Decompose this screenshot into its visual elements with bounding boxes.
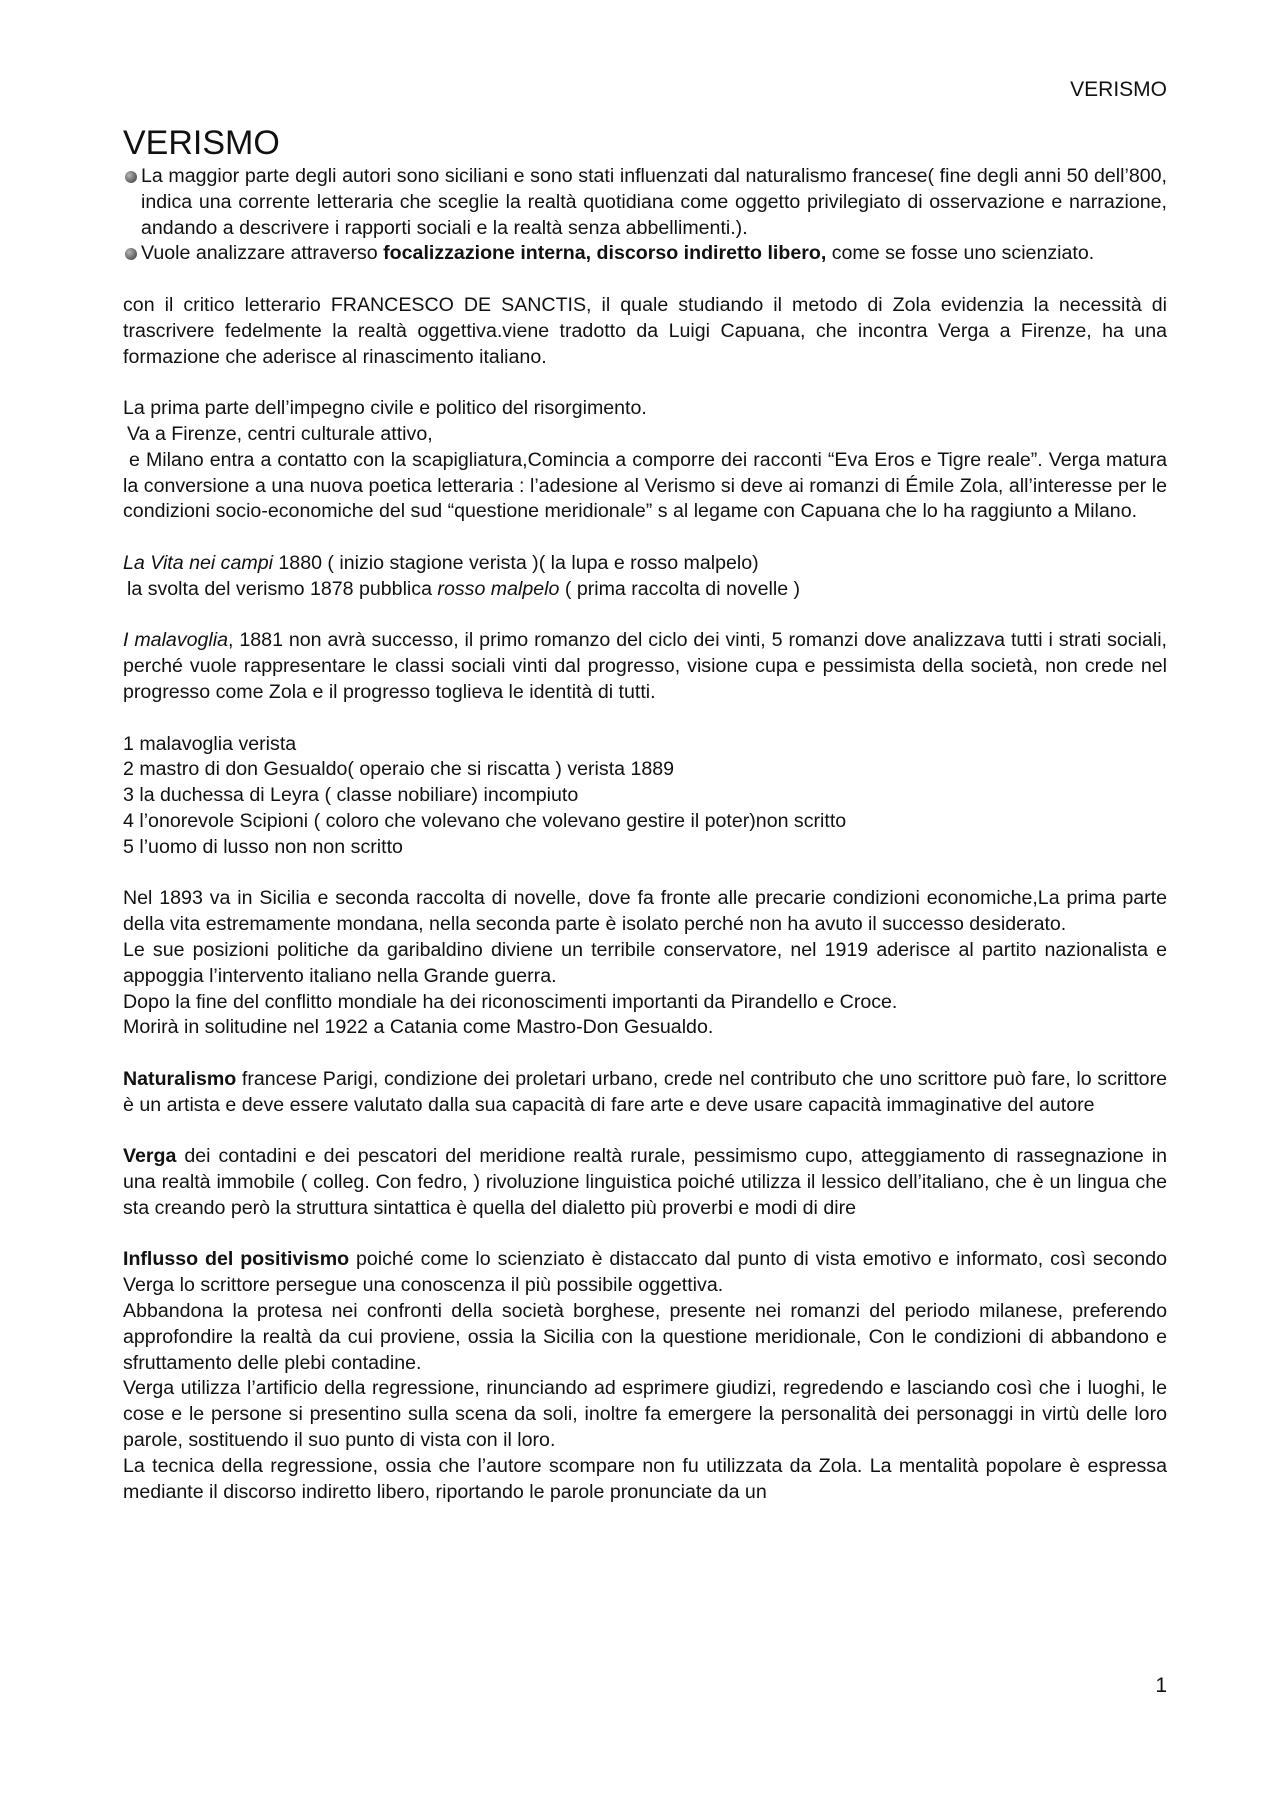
- document-body: [123, 124, 1167, 1505]
- paragraph-vita-nei-campi: La Vita nei campi 1880 ( inizio stagione verista )( la lupa e rosso malpelo): [123, 551, 759, 574]
- paragraph-naturalismo: Naturalismo francese Parigi, condizione dei proletari urbano, crede nel contributo che uno scrittore può fare, lo scrittore è un artista e deve essere valutato dalla sua capacità di fare arte e deve usare capacità immaginative del autore: [123, 1067, 1167, 1116]
- bullet-item: [123, 164, 1167, 241]
- page-title: VERISMO: [123, 124, 280, 162]
- page-number: 1: [1155, 1674, 1167, 1697]
- bullet-item: [123, 241, 1167, 267]
- paragraph-risorgimento: La prima parte dell’impegno civile e politico del risorgimento.: [123, 397, 647, 420]
- paragraph-verga: Verga dei contadini e dei pescatori del meridione realtà rurale, pessimismo cupo, atteggiamento di rassegnazione in una realtà immobile ( colleg. Con fedro, ) rivoluzione linguistica poiché utilizza il lessico dell’italiano, che è un lingua che sta creando però la struttura sintattica è quella del dialetto più proverbi e modi di dire: [123, 1145, 1167, 1219]
- paragraph-regressione: Verga utilizza l’artificio della regressione, rinunciando ad esprimere giudizi, regredendo e lasciando così che i luoghi, le cose e le persone si presentino sulla scena da soli, inoltre fa emergere la personalità dei personaggi in virtù delle loro parole, sostituendo il suo punto di vista con il loro.: [123, 1377, 1167, 1452]
- paragraph-politica: Le sue posizioni politiche da garibaldino diviene un terribile conservatore, nel 1919 aderisce al partito nazionalista e appoggia l’intervento italiano nella Grande guerra.: [123, 938, 1167, 987]
- paragraph-sicilia: Nel 1893 va in Sicilia e seconda raccolta di novelle, dove fa fronte alle precarie condizioni economiche,La prima parte della vita estremamente mondana, nella seconda parte è isolato perché non ha avuto il successo desiderato.: [123, 887, 1167, 936]
- bullet-text: La maggior parte degli autori sono siciliani e sono stati influenzati dal naturalismo francese( fine degli anni 50 dell’800, indica una corrente letteraria che sceglie la realtà quotidiana come oggetto privilegiato di osservazione e narrazione, andando a descrivere i rapporti sociali e la realtà senza abbellimenti.).: [141, 165, 1167, 239]
- paragraph-protesta: Abbandona la protesa nei confronti della società borghese, presente nei romanzi del periodo milanese, preferendo approfondire la realtà da cui proviene, ossia la Sicilia con la questione meridionale, Con le condizioni di abbandono e sfruttamento delle plebi contadine.: [123, 1300, 1167, 1374]
- paragraph-positivismo: Influsso del positivismo poiché come lo scienziato è distaccato dal punto di vista emotivo e informato, così secondo Verga lo scrittore persegue una conoscenza il più possibile oggettiva.: [123, 1248, 1167, 1297]
- paragraph-rosso-malpelo: la svolta del verismo 1878 pubblica rosso malpelo ( prima raccolta di novelle ): [127, 577, 801, 600]
- list-item: 1 malavoglia verista: [123, 732, 297, 755]
- bullet-text-pre: Vuole analizzare attraverso: [141, 242, 384, 265]
- running-header: VERISMO: [1070, 78, 1167, 101]
- paragraph-tecnica: La tecnica della regressione, ossia che l’autore scompare non fu utilizzata da Zola. La mentalità popolare è espressa mediante il discorso indiretto libero, riportando le parole pronunciate da un: [123, 1454, 1167, 1503]
- bullet-dot-icon: [125, 171, 137, 183]
- paragraph-de-sanctis: con il critico letterario FRANCESCO DE SANCTIS, il quale studiando il metodo di Zola evidenzia la necessità di trascrivere fedelmente la realtà oggettiva.viene tradotto da Luigi Capuana, che incontra Verga a Firenze, ha una formazione che aderisce al rinascimento italiano.: [123, 293, 1167, 368]
- bullet-dot-icon: [125, 248, 137, 260]
- list-item: 3 la duchessa di Leyra ( classe nobiliare) incompiuto: [123, 784, 579, 807]
- paragraph-firenze: Va a Firenze, centri culturale attivo,: [127, 422, 433, 445]
- list-item: 4 l’onorevole Scipioni ( coloro che volevano che volevano gestire il poter)non scritto: [123, 809, 847, 832]
- bullet-text-post: come se fosse uno scienziato.: [826, 242, 1095, 265]
- bullet-list: [123, 164, 1167, 267]
- paragraph-riconoscimenti: Dopo la fine del conflitto mondiale ha dei riconoscimenti importanti da Pirandello e Croce.: [123, 990, 898, 1013]
- paragraph-milano: e Milano entra a contatto con la scapigliatura,Comincia a comporre dei racconti “Eva Eros e Tigre reale”. Verga matura la conversione a una nuova poetica letteraria : l’adesione al Verismo si deve ai romanzi di Émile Zola, all’interesse per le condizioni socio-economiche del sud “questione meridionale” s al legame con Capuana che lo ha raggiunto a Milano.: [123, 448, 1167, 523]
- bullet-text-bold: focalizzazione interna, discorso indiretto libero,: [383, 242, 827, 265]
- paragraph-morte: Morirà in solitudine nel 1922 a Catania come Mastro-Don Gesualdo.: [123, 1016, 714, 1039]
- list-item: 5 l’uomo di lusso non non scritto: [123, 835, 403, 858]
- list-item: 2 mastro di don Gesualdo( operaio che si riscatta ) verista 1889: [123, 758, 675, 781]
- paragraph-malavoglia: I malavoglia, 1881 non avrà successo, il primo romanzo del ciclo dei vinti, 5 romanzi dove analizzava tutti i strati sociali, perché vuole rappresentare le classi sociali vinti dal progresso, visione cupa e pessimista della società, non crede nel progresso come Zola e il progresso toglieva le identità di tutti.: [123, 629, 1167, 703]
